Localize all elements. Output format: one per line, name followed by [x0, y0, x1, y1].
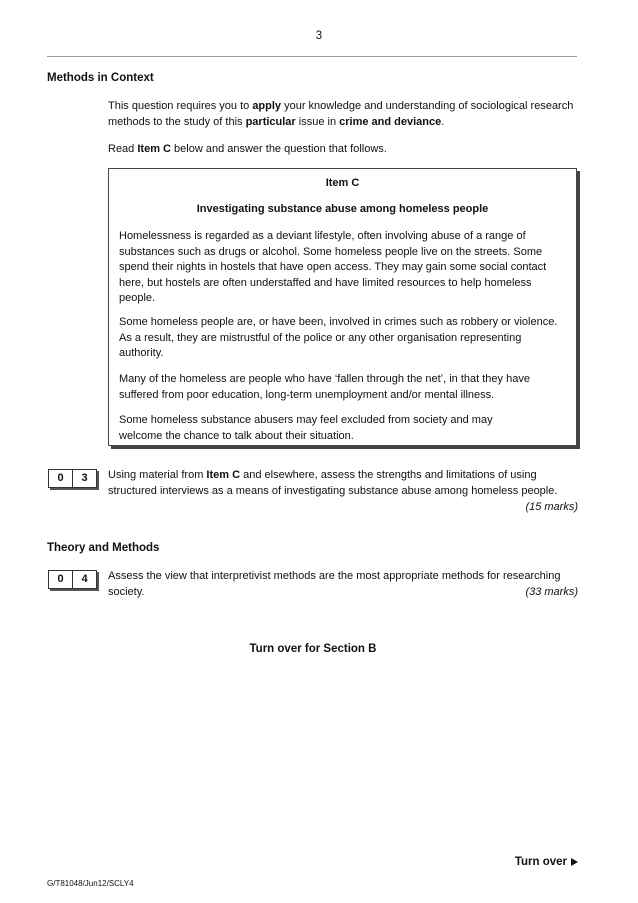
turn-over-section-b: Turn over for Section B	[249, 643, 377, 655]
header-rule	[47, 56, 577, 57]
question-03-text	[108, 467, 578, 515]
question-03-number	[48, 469, 97, 488]
question-04-text	[108, 568, 578, 600]
item-c-paragraph-4: Some homeless substance abusers may feel excluded from society and may welcome the chance to talk about their situation.	[119, 414, 493, 442]
page-number: 3	[315, 30, 323, 42]
question-03-marks: (15 marks)	[525, 501, 578, 513]
item-c-title: Investigating substance abuse among homeless people	[196, 203, 489, 215]
item-c-paragraph-1: Homelessness is regarded as a deviant lifestyle, often involving abuse of a range of substances such as drugs or alcohol. Some homeless people live on the streets. Some spend their nights in hostels that have open access. They may gain some social contact here, but hostels are often understaffed and have limited resources to help homeless people.	[119, 230, 547, 304]
question-03-digit-2: 3	[72, 470, 96, 487]
read-item-instruction: Read Item C below and answer the question that follows.	[108, 143, 387, 155]
question-03-digit-1: 0	[57, 472, 64, 484]
theory-and-methods-heading: Theory and Methods	[47, 542, 160, 554]
question-04-marks: (33 marks)	[525, 586, 578, 598]
methods-in-context-heading: Methods in Context	[47, 72, 154, 84]
arrow-right-icon	[571, 858, 578, 866]
methods-intro-text: This question requires you to apply your knowledge and understanding of sociological research methods to the study of this particular issue in crime and deviance.	[108, 100, 574, 128]
question-04-number	[48, 570, 97, 589]
item-c-label: Item C	[325, 177, 360, 189]
footer-code: G/T81048/Jun12/SCLY4	[47, 879, 134, 888]
turn-over-indicator	[515, 856, 578, 868]
question-04-body: Assess the view that interpretivist methods are the most appropriate methods for researching society.	[108, 570, 561, 598]
item-c-paragraph-3: Many of the homeless are people who have ‘fallen through the net’, in that they have suffered from poor education, long-term unemployment and/or mental illness.	[119, 373, 530, 401]
question-03-body: Using material from Item C and elsewhere, assess the strengths and limitations of using structured interviews as a means of investigating substance abuse among homeless people.	[108, 469, 558, 497]
item-c-paragraph-2: Some homeless people are, or have been, involved in crimes such as robbery or violence. As a result, they are mistrustful of the police or any other organisation representing authority.	[119, 316, 558, 359]
turn-over-label: Turn over	[514, 856, 567, 868]
question-04-digit-2: 4	[72, 571, 96, 588]
question-04-digit-1: 0	[57, 573, 64, 585]
item-c-box	[108, 168, 577, 446]
